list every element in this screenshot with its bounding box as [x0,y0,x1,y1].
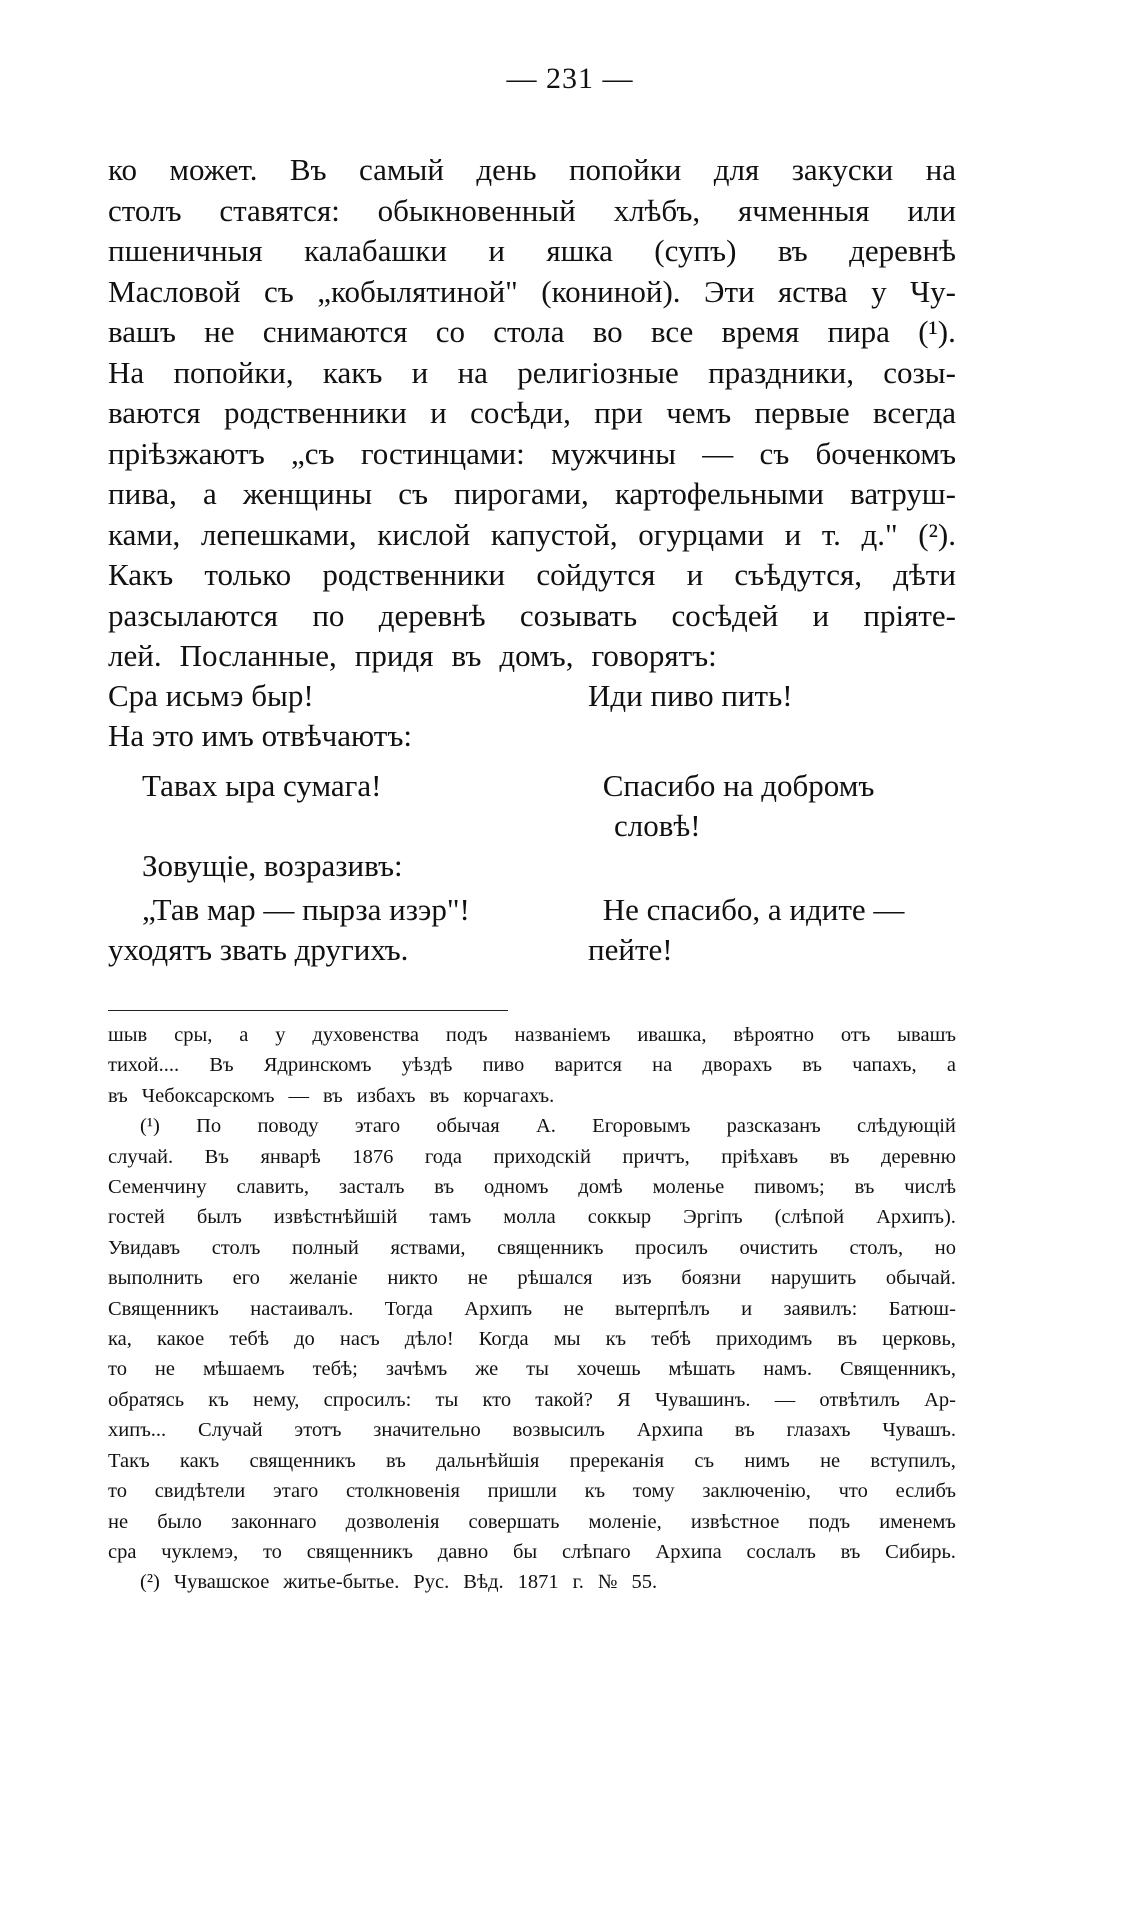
main-text-line: Какъ только родственники сойдутся и съѣдутся, дѣти [108,557,956,592]
footnote-line: не было законнаго дозволенія совершать моленіе, извѣстное подъ именемъ [108,1510,956,1533]
main-text-line: лей. Посланные, придя въ домъ, говорятъ: [108,638,717,673]
dialog-retort-intro-row [108,846,956,886]
retort-chuvash: „Тав мар — пырза изэр"! [142,892,470,927]
dialog-answer-row-2 [108,806,956,846]
main-text-line: пива, а женщины съ пирогами, картофельными ватруш- [108,476,956,511]
dialog-answer-row [108,766,956,806]
retort-russian-2: пейте! [588,932,673,967]
main-text [108,150,956,677]
footnote-line: (¹) По поводу этаго обычая А. Егоровымъ разсказанъ слѣдующій [140,1115,956,1138]
page-number: — 231 — [506,62,634,95]
footnote-line: выполнить его желаніе никто не рѣшался изъ боязни нарушить обычай. [108,1267,956,1290]
main-text-line: ваются родственники и сосѣди, при чемъ первые всегда [108,395,956,430]
main-text-line: вашъ не снимаются со стола во все время пира (¹). [108,314,956,349]
answer-russian-1: Спасибо на добромъ [602,768,875,803]
footnote-line: шыв сры, а у духовенства подъ названіемъ ивашка, вѣроятно отъ ывашъ [108,1024,956,1046]
main-text-line: Масловой съ „кобылятиной" (кониной). Эти яства у Чу- [108,273,956,309]
footnote-line: ка, какое тебѣ до насъ дѣло! Когда мы къ тебѣ приходимъ въ церковь, [108,1328,956,1351]
footnote-line: въ Чебоксарскомъ — въ избахъ въ корчагахъ. [108,1084,555,1107]
footnote-line: сра чуклемэ, то священникъ давно бы слѣпаго Архипа сослалъ въ Сибирь. [108,1540,956,1563]
answer-chuvash: Тавах ыра сумага! [142,768,382,803]
dialog-invite-row [108,676,956,716]
footnote-line: тихой.... Въ Ядринскомъ уѣздѣ пиво варится на дворахъ въ чапахъ, а [108,1054,956,1077]
footnote-line: случай. Въ январѣ 1876 года приходскій причтъ, пріѣхавъ въ деревню [108,1145,956,1168]
dialog-retort-row [108,890,956,930]
main-text-line: пшеничныя калабашки и яшка (супъ) въ деревнѣ [108,233,956,268]
footnote-line: обратясь къ нему, спросилъ: ты кто такой? Я Чувашинъ. — отвѣтилъ Ар- [108,1388,956,1411]
dialog-leave-row [108,930,956,970]
footnote-line: Такъ какъ священникъ въ дальнѣйшія пререканія съ нимъ не вступилъ, [108,1449,956,1472]
dialog-block [108,676,956,970]
footnotes [108,1020,956,1598]
leave-text: уходятъ звать другихъ. [108,932,409,967]
dialog-answer-intro-row [108,716,956,756]
footnote-line: Семенчину славить, засталъ въ одномъ домѣ моленье пивомъ; въ числѣ [108,1176,956,1199]
answer-russian-2: словѣ! [614,808,701,843]
retort-russian-1: Не спасибо, а идите — [602,892,905,927]
footnote-line: хипъ... Случай этотъ значительно возвысилъ Архипа въ глазахъ Чувашъ. [108,1419,956,1442]
main-text-line: столъ ставятся: обыкновенный хлѣбъ, ячменныя или [108,192,956,228]
footnote-divider [108,1010,508,1011]
footnote-line: то не мѣшаемъ тебѣ; зачѣмъ же ты хочешь мѣшать намъ. Священникъ, [108,1358,956,1381]
invite-chuvash: Сра исьмэ быр! [108,678,314,713]
main-text-line: пріѣзжаютъ „съ гостинцами: мужчины — съ боченкомъ [108,435,956,471]
main-text-line: разсылаются по деревнѣ созывать сосѣдей и пріяте- [108,597,956,633]
invite-russian: Иди пиво пить! [588,678,793,713]
main-text-line: ко может. Въ самый день попойки для закуски на [108,152,956,187]
main-text-line: На попойки, какъ и на религіозные праздники, созы- [108,354,956,390]
footnote-line: Священникъ настаивалъ. Тогда Архипъ не вытерпѣлъ и заявилъ: Батюш- [108,1297,956,1320]
retort-intro: Зовущіе, возразивъ: [142,848,403,883]
answer-intro: На это имъ отвѣчаютъ: [108,718,412,753]
main-text-line: ками, лепешками, кислой капустой, огурцами и т. д." (²). [108,516,956,552]
footnote-line: гостей былъ извѣстнѣйшій тамъ молла соккыр Эргіпъ (слѣпой Архипъ). [108,1206,956,1229]
footnote-line: то свидѣтели этаго столкновенія пришли къ тому заключенію, что еслибъ [108,1480,956,1503]
footnote-line: Увидавъ столъ полный яствами, священникъ просилъ очистить столъ, но [108,1236,956,1259]
footnote-line: (²) Чувашское житье-бытье. Рус. Вѣд. 1871 г. № 55. [140,1571,658,1594]
